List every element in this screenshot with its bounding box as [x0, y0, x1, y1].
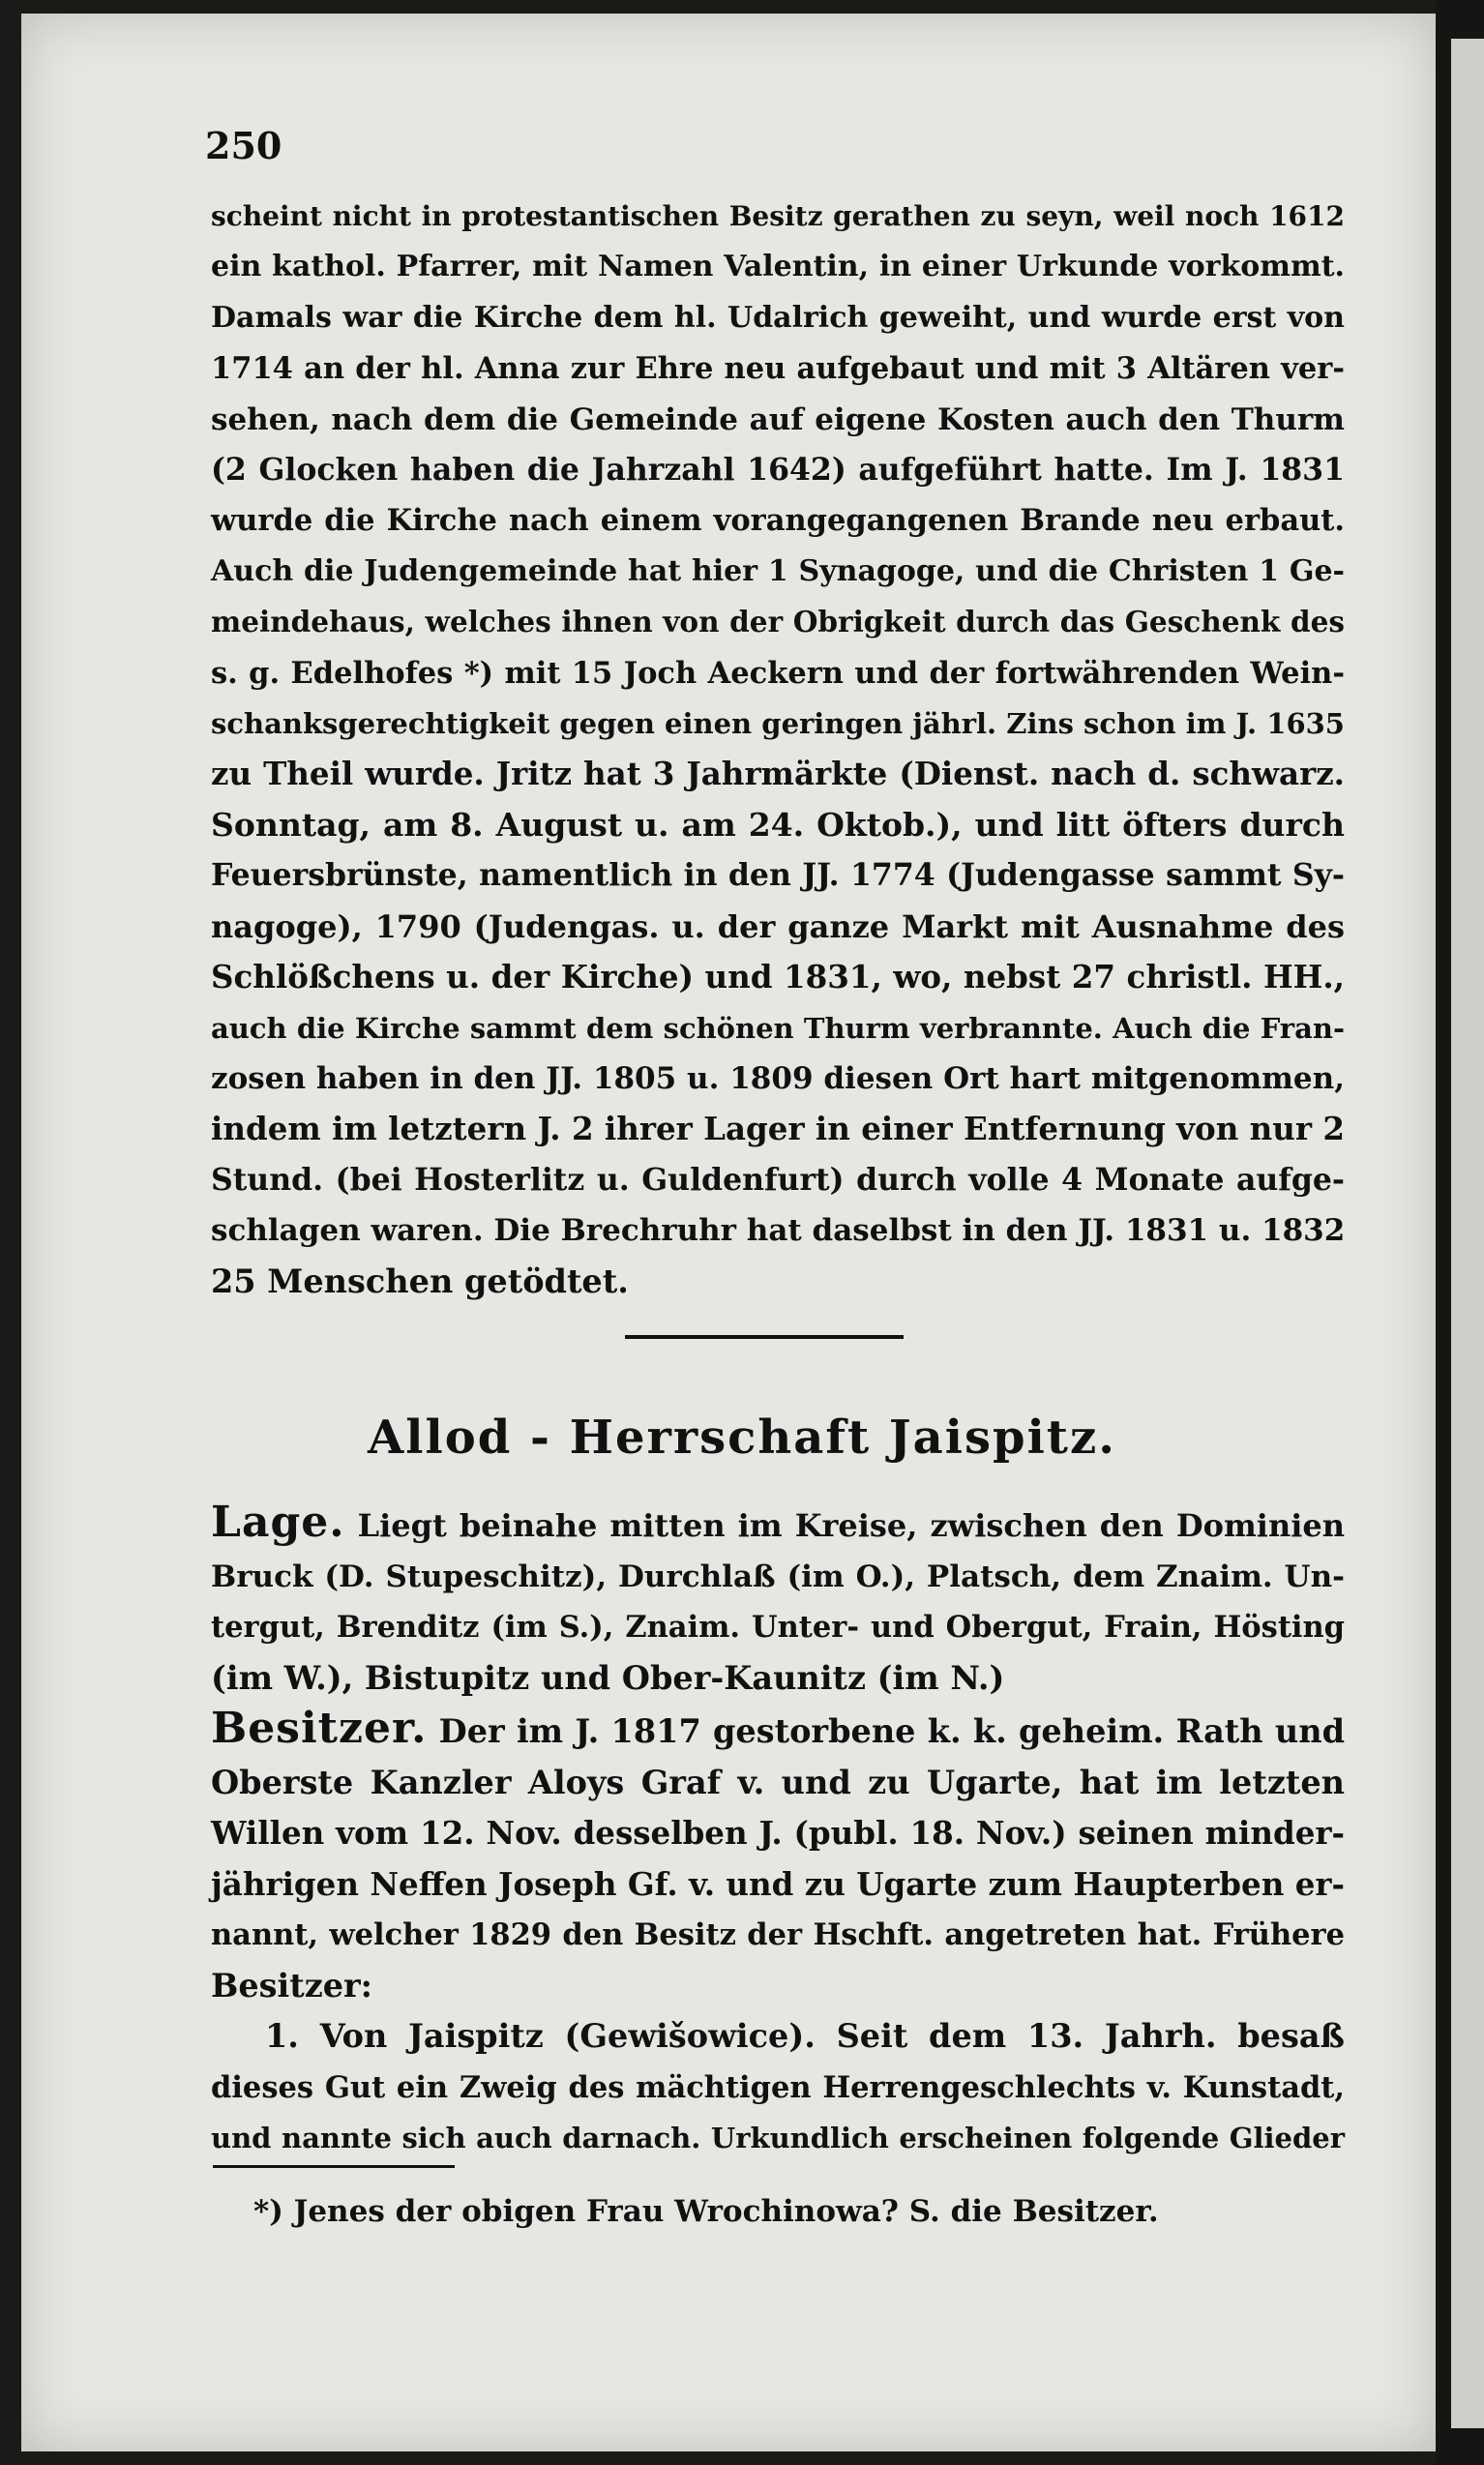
- body-line: zosen haben in den JJ. 1805 u. 1809 diesen Ort hart mitgenommen,: [211, 1060, 1345, 1096]
- body-line: wurde die Kirche nach einem vorangegangenen Brande neu erbaut.: [211, 503, 1345, 539]
- body-line: Sonntag, am 8. August u. am 24. Oktob.), und litt öfters durch: [211, 805, 1345, 844]
- body-line: Stund. (bei Hosterlitz u. Guldenfurt) durch volle 4 Monate aufge-: [211, 1161, 1345, 1198]
- body-line: indem im letztern J. 2 ihrer Lager in einer Entfernung von nur 2: [211, 1110, 1345, 1148]
- body-line: nagoge), 1790 (Judengas. u. der ganze Markt mit Ausnahme des: [211, 907, 1345, 945]
- body-line: sehen, nach dem die Gemeinde auf eigene Kosten auch den Thurm: [211, 401, 1345, 437]
- besitzer-line-5: Besitzer:: [211, 1966, 373, 2005]
- section-body: [211, 1498, 1345, 2164]
- besitzer-line-1: Oberste Kanzler Aloys Graf v. und zu Ugarte, hat im letzten: [211, 1763, 1345, 1801]
- lage-line-0: [211, 1498, 1345, 1552]
- body-line: auch die Kirche sammt dem schönen Thurm verbrannte. Auch die Fran-: [211, 1011, 1345, 1045]
- besitzer-line-4: nannt, welcher 1829 den Besitz der Hschft. angetreten hat. Frühere: [211, 1917, 1345, 1952]
- list-item-line-1: dieses Gut ein Zweig des mächtigen Herrengeschlechts v. Kunstadt,: [211, 2069, 1345, 2105]
- besitzer-heading: Besitzer.: [211, 1704, 428, 1753]
- lage-text-0: Liegt beinahe mitten im Kreise, zwischen den Dominien: [344, 1507, 1345, 1544]
- list-item-line-2: und nannte sich auch darnach. Urkundlich erscheinen folgende Glieder: [211, 2122, 1345, 2154]
- adjacent-page-edge: [1451, 39, 1484, 2428]
- lage-heading: Lage.: [211, 1498, 345, 1547]
- footnote-rule: [213, 2165, 455, 2168]
- body-line: scheint nicht in protestantischen Besitz gerathen zu seyn, weil noch 1612: [211, 200, 1345, 232]
- besitzer-text-0: Der im J. 1817 gestorbene k. k. geheim. Rath und: [427, 1712, 1345, 1750]
- body-line: zu Theil wurde. Jritz hat 3 Jahrmärkte (Dienst. nach d. schwarz.: [211, 755, 1345, 793]
- lage-line-3: (im W.), Bistupitz und Ober-Kaunitz (im N.): [211, 1658, 1005, 1697]
- body-line: 1714 an der hl. Anna zur Ehre neu aufgebaut und mit 3 Altären ver-: [211, 351, 1345, 387]
- body-line: Schlößchens u. der Kirche) und 1831, wo, nebst 27 christl. HH.,: [211, 958, 1345, 996]
- body-paragraph: [211, 192, 1345, 1307]
- besitzer-line-2: Willen vom 12. Nov. desselben J. (publ. 18. Nov.) seinen minder-: [211, 1814, 1345, 1852]
- body-line: schanksgerechtigkeit gegen einen geringen jährl. Zins schon im J. 1635: [211, 707, 1345, 741]
- body-line: meindehaus, welches ihnen von der Obrigkeit durch das Geschenk des: [211, 605, 1345, 639]
- body-line: schlagen waren. Die Brechruhr hat daselbst in den JJ. 1831 u. 1832: [211, 1213, 1346, 1249]
- lage-line-2: tergut, Brenditz (im S.), Znaim. Unter- und Obergut, Frain, Hösting: [211, 1610, 1345, 1645]
- footnote: *) Jenes der obigen Frau Wrochinowa? S. die Besitzer.: [253, 2194, 1159, 2229]
- body-line: ein kathol. Pfarrer, mit Namen Valentin, in einer Urkunde vorkommt.: [211, 250, 1345, 284]
- list-item-line-0: 1. Von Jaispitz (Gewišowice). Seit dem 13. Jahrh. besaß: [265, 2017, 1345, 2055]
- section-divider: [625, 1335, 904, 1339]
- lage-line-1: Bruck (D. Stupeschitz), Durchlaß (im O.), Platsch, dem Znaim. Un-: [211, 1559, 1345, 1594]
- body-line: (2 Glocken haben die Jahrzahl 1642) aufgeführt hatte. Im J. 1831: [211, 452, 1345, 489]
- body-line: s. g. Edelhofes *) mit 15 Joch Aeckern und der fortwährenden Wein-: [211, 655, 1345, 691]
- besitzer-line-0: [211, 1704, 1345, 1758]
- body-line: Auch die Judengemeinde hat hier 1 Synagoge, und die Christen 1 Ge-: [211, 553, 1345, 588]
- body-line: Damals war die Kirche dem hl. Udalrich geweiht, und wurde erst von: [211, 300, 1345, 335]
- page-number: 250: [205, 124, 282, 167]
- body-line: Feuersbrünste, namentlich in den JJ. 1774 (Judengasse sammt Sy-: [211, 857, 1345, 894]
- section-title: Allod - Herrschaft Jaispitz.: [368, 1411, 1116, 1465]
- besitzer-line-3: jährigen Neffen Joseph Gf. v. und zu Ugarte zum Haupterben er-: [211, 1864, 1345, 1903]
- body-line: 25 Menschen getödtet.: [211, 1262, 629, 1300]
